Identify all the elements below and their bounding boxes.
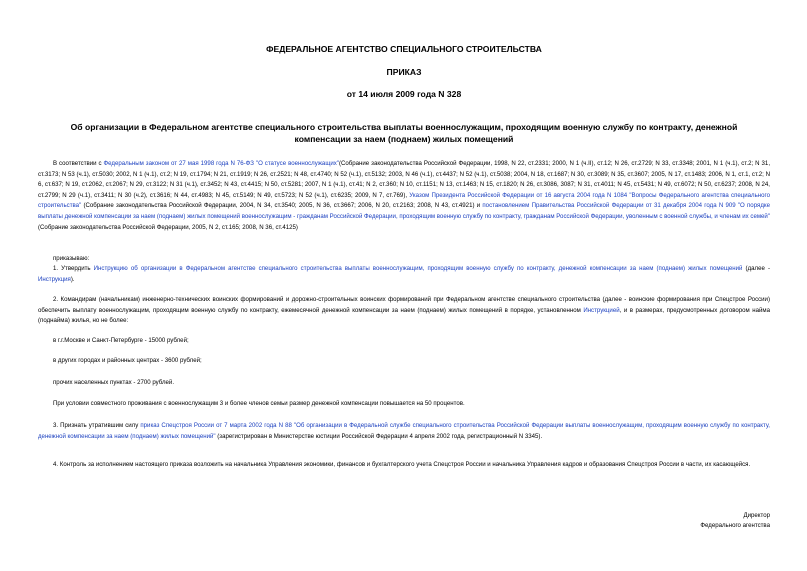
p3-text-2: (зарегистрирован в Министерстве юстиции Российской Федерации 4 апреля 2002 года, регистрационный N 3345). <box>215 432 543 440</box>
signature-agency: Федерального агентства <box>700 522 770 529</box>
document-type: ПРИКАЗ <box>386 67 422 77</box>
basis-text-3: (Собрание законодательства Российской Федерации, 2004, N 34, ст.3540; 2005, N 36, ст.3667; 2006, N 20, ст.2163; 2008, N 43, ст.4921) и <box>81 202 483 210</box>
order-word: приказываю: <box>53 255 90 262</box>
basis-text-4: (Собрание законодательства Российской Федерации, 2005, N 2, ст.165; 2008, N 36, ст.4125) <box>38 223 298 231</box>
basis-paragraph <box>38 159 770 233</box>
paragraph-2 <box>38 295 770 327</box>
agency-name: ФЕДЕРАЛЬНОЕ АГЕНТСТВО СПЕЦИАЛЬНОГО СТРОИТЕЛЬСТВА <box>266 44 542 54</box>
document-date: от 14 июля 2009 года N 328 <box>346 89 462 99</box>
p2-text-1: 2. Командирам (начальникам) инженерно-технических воинских формирований и дорожно-строительных воинских формирований при Федеральном агентстве специального строительства (далее - воинские формирования при Спецстрое России) обеспечить выплату военнослужащим, проходящим военную службу по контракту, ежемесячной денежной компенсации за наем (поднаем) жилых помещений в порядке, установленном <box>38 296 770 314</box>
p1-text-3: ). <box>70 275 75 283</box>
instruction-link[interactable]: Инструкцию об организации в Федеральном агентстве специального строительства выплаты военнослужащим, проходящим военную службу по контракту, денежной компенсации за наем (поднаем) жилых помещений <box>93 265 743 272</box>
p3-text-1: 3. Признать утратившим силу <box>53 422 141 429</box>
signature-title: Директор <box>743 512 770 519</box>
limit-other-settlements: прочих населенных пунктах - 2700 рублей. <box>53 379 175 386</box>
basis-text-1: В соответствии с <box>53 160 104 167</box>
paragraph-3 <box>38 421 770 442</box>
limit-other-cities: в других городах и районных центрах - 3600 рублей; <box>53 357 202 364</box>
p2-text-2: , и в размерах, предусмотренных договором найма (поднайма) жилья, но не более: <box>38 306 770 325</box>
family-increase-note: При условии совместного проживания с военнослужащим 3 и более членов семьи размер денежной компенсации повышается на 50 процентов. <box>53 400 465 407</box>
paragraph-4: 4. Контроль за исполнением настоящего приказа возложить на начальника Управления экономики, финансов и бухгалтерского учета Спецстроя России и начальника Управления кадров и образования Спецстроя России в части, их касающейся. <box>53 461 751 468</box>
government-resolution-link[interactable]: постановлением Правительства Российской Федерации от 31 декабря 2004 года N 909 "О порядке выплаты денежной компенсации за наем (поднаем) жилых помещений военнослужащим - гражданам Российской Федерации, проходящим военную службу по контракту, гражданам Российской Федерации, уволенным с военной службы, и членам их семей" <box>38 202 770 220</box>
basis-text-2: (Собрание законодательства Российской Федерации, 1998, N 22, ст.2331; 2000, N 1 (ч.II), ст.12; N 26, ст.2729; N 33, ст.3348; 2001, N 1 (ч.1), ст.2; N 31, ст.3173; N 53 (ч.1), ст.5030; 2002, N 1 (ч.1), ст.2; N 19, ст.1794; N 21, ст.1919; N 26, ст.2521; N 48, ст.4740; N 52 (ч.1), ст.5132; 2003, N 46 (ч.1), ст.4437; N 52 (ч.1), ст.5038; 2004, N 18, ст.1687; N 30, ст.3089; N 35, ст.3607; 2005, N 17, ст.1483; 2006, N 1, ст.1, ст.2; N 6, ст.637; N 19, ст.2062, ст.2067; N 29, ст.3122; N 31 (ч.1), ст.3452; N 43, ст.4415; N 50, ст.5281; 2007, N 1 (ч.1), ст.41; N 2, ст.360; N 10, ст.1151; N 13, ст.1463; N 15, ст.1820; N 26, ст.3086, 3087; N 31, ст.4011; N 45, ст.5431; N 49, ст.6072; N 50, ст.6237; 2008, N 24, ст.2799; N 29 (ч.1), ст.3411; N 30 (ч.2), ст.3616; N 44, ст.4983; N 45, ст.5149; N 49, ст.5723; N 52 (ч.1), ст.6235; 2009, N 7, ст.769), <box>38 160 771 199</box>
document-title: Об организации в Федеральном агентстве специального строительства выплаты военнослужащим, проходящим военную службу по контракту, денежной компенсации за наем (поднаем) жилых помещений <box>70 122 738 144</box>
instruction-short-link[interactable]: Инструкция <box>38 275 71 283</box>
repealed-order-link[interactable]: приказ Спецстроя России от 7 марта 2002 года N 88 "Об организации в Федеральной службе специального строительства Российской Федерации выплаты военнослужащим, проходящим военную службу по контракту, денежной компенсации за наем (поднаем) жилых помещений" <box>38 422 771 440</box>
federal-law-link[interactable]: Федеральным законом от 27 мая 1998 года N 76-ФЗ "О статусе военнослужащих" <box>103 160 339 167</box>
p1-text-1: 1. Утвердить <box>53 265 94 272</box>
limit-moscow-spb: в г.г.Москве и Санкт-Петербурге - 15000 рублей; <box>53 337 189 344</box>
presidential-decree-link[interactable]: Указом Президента Российской Федерации от 16 августа 2004 года N 1084 "Вопросы Федерального агентства специального строительства" <box>38 191 771 210</box>
instruction-ref-link[interactable]: Инструкцией <box>583 306 620 314</box>
p1-text-2: (далее - <box>742 265 770 272</box>
paragraph-1 <box>38 264 770 285</box>
